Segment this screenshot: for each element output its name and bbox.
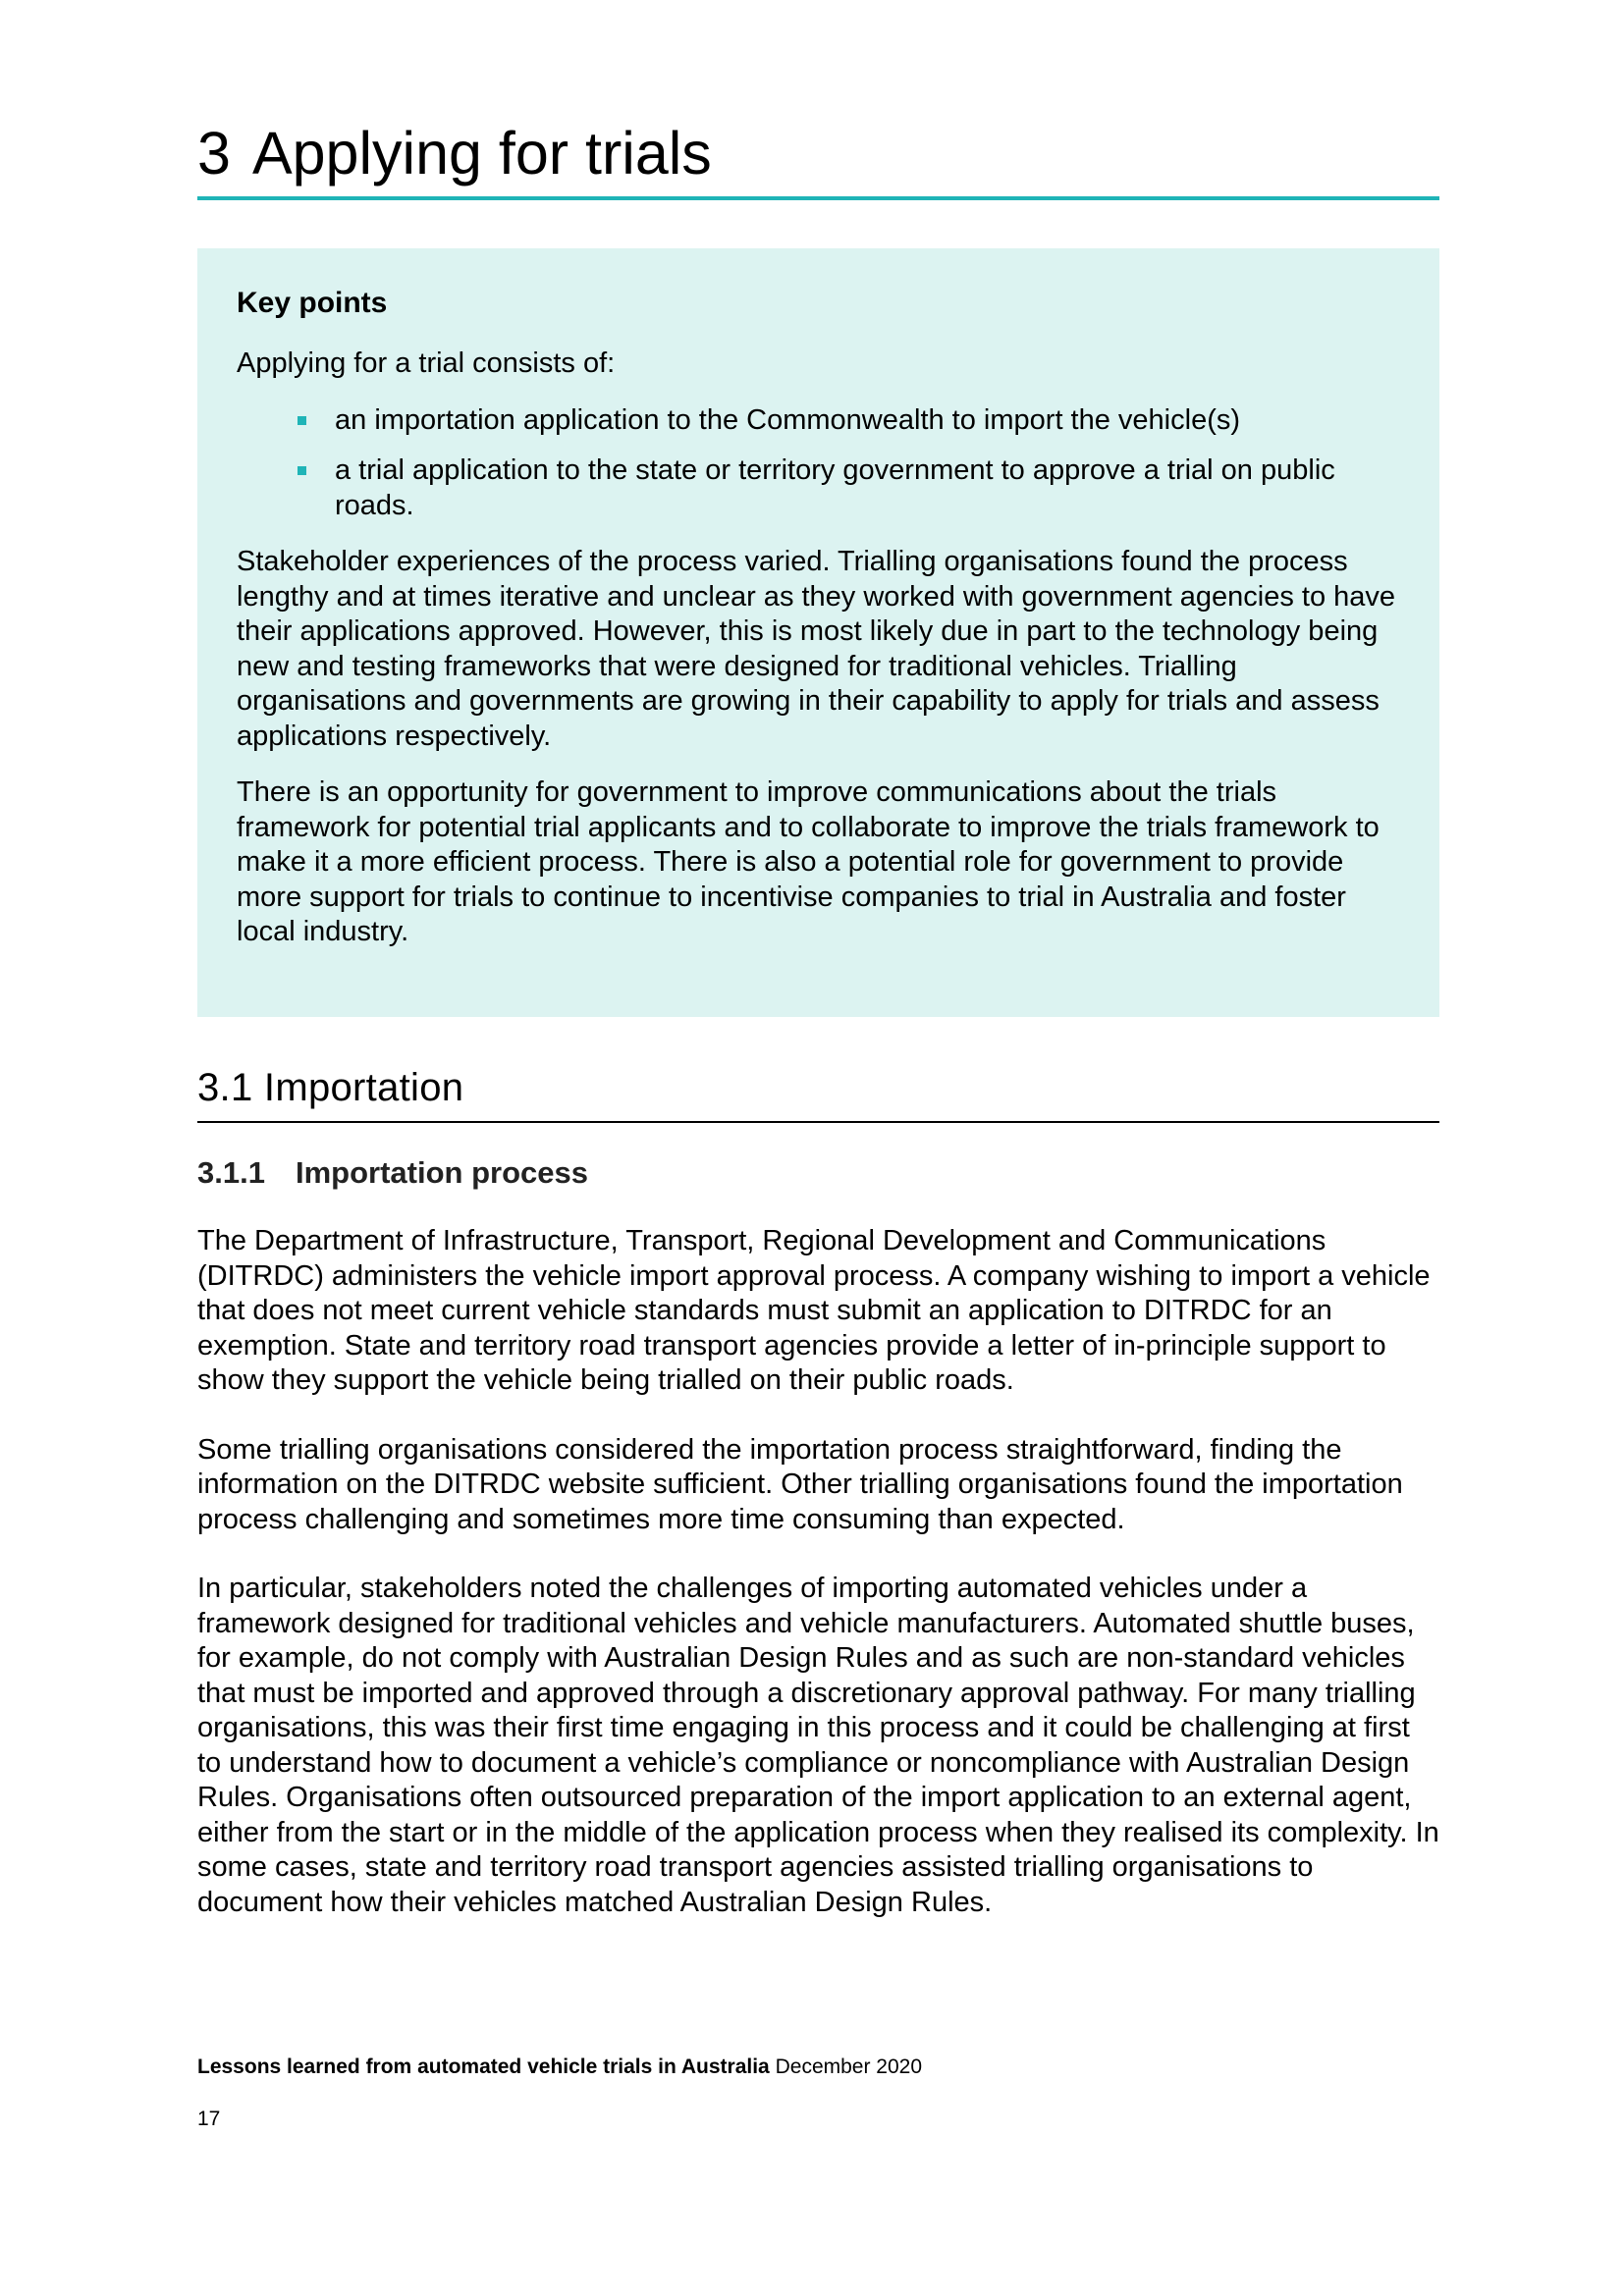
section-title: 3.1 Importation [197,1066,464,1109]
chapter-number: 3 [197,120,231,187]
square-bullet-icon [298,416,306,425]
chapter-title [197,118,712,188]
key-points-list [237,403,1400,524]
body-text [197,1224,1439,1954]
body-paragraph: The Department of Infrastructure, Transport, Regional Development and Communications (DITRDC) administers the vehicle import approval process. A company wishing to import a vehicle that does not meet current vehicle standards must submit an application to DITRDC for an exemption. State and territory road transport agencies provide a letter of in-principle support to show they support the vehicle being trialled on their public roads. [197,1225,1431,1396]
key-points-list-item-text: a trial application to the state or territory government to approve a trial on public roads. [335,454,1335,521]
subsection-title-text: Importation process [296,1155,588,1190]
key-points-heading: Key points [237,287,388,319]
key-points-intro: Applying for a trial consists of: [237,347,616,379]
footer [197,2054,922,2081]
page-number: 17 [197,2108,221,2130]
footer-document-title: Lessons learned from automated vehicle trials in Australia [197,2056,770,2078]
square-bullet-icon [298,466,306,475]
section-title-rule [197,1121,1439,1123]
subsection-number: 3.1.1 [197,1155,265,1190]
key-points-paragraph: There is an opportunity for government to improve communications about the trials framework for potential trial applicants and to collaborate to improve the trials framework to make it a more efficient process. There is also a potential role for government to provide more support for trials to continue to incentivise companies to trial in Australia and foster local industry. [237,776,1380,947]
key-points-list-item [335,454,1400,523]
key-points-paragraph: Stakeholder experiences of the process varied. Trialling organisations found the process lengthy and at times iterative and unclear as they worked with government agencies to have their applications approved. However, this is most likely due in part to the technology being new and testing frameworks that were designed for traditional vehicles. Trialling organisations and governments are growing in their capability to apply for trials and assess applications respectively. [237,546,1396,752]
chapter-title-text: Applying for trials [251,120,712,187]
key-points-list-item [335,403,1400,439]
footer-date: December 2020 [775,2056,923,2078]
subsection-title [197,1153,588,1193]
chapter-title-rule [197,196,1439,200]
document-page [197,0,1439,2296]
body-paragraph: In particular, stakeholders noted the challenges of importing automated vehicles under a framework designed for traditional vehicles and vehicle manufacturers. Automated shuttle buses, for example, do not comply with Australian Design Rules and as such are non-standard vehicles that must be imported and approved through a discretionary approval pathway. For many trialling organisations, this was their first time engaging in this process and it could be challenging at first to understand how to document a vehicle’s compliance or noncompliance with Australian Design Rules. Organisations often outsourced preparation of the import application to an external agent, either from the start or in the middle of the application process when they realised its complexity. In some cases, state and territory road transport agencies assisted trialling organisations to document how their vehicles matched Australian Design Rules. [197,1573,1439,1918]
key-points-box [197,248,1439,1017]
body-paragraph: Some trialling organisations considered the importation process straightforward, finding the information on the DITRDC website sufficient. Other trialling organisations found the importation process challenging and sometimes more time consuming than expected. [197,1433,1403,1535]
key-points-list-item-text: an importation application to the Commonwealth to import the vehicle(s) [335,403,1241,436]
